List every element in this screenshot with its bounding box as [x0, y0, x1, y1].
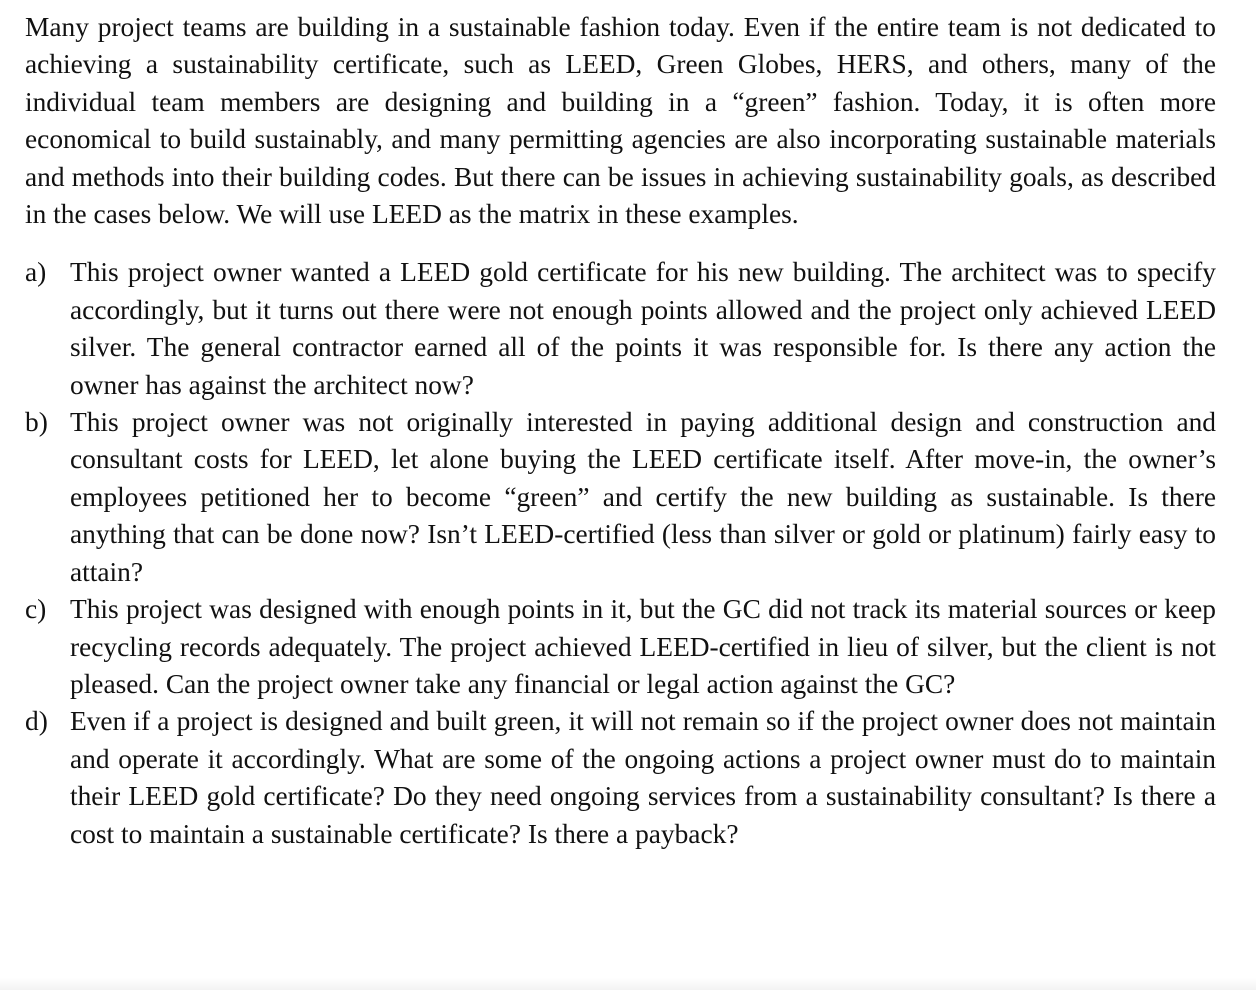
question-text: This project owner was not originally interested in paying additional design and construction and consultant costs for LEED, let alone buying the LEED certificate itself. After move-in, the owner’s employees petitioned her to become “green” and certify the new building as sustainable. Is there anything that can be done now? Isn’t LEED-certified (less than silver or gold or platinum) fairly easy to attain?: [70, 407, 1216, 587]
case-question-a: [25, 254, 1216, 404]
case-question-b: [25, 404, 1216, 591]
question-text: Even if a project is designed and built green, it will not remain so if the project owner does not maintain and operate it accordingly. What are some of the ongoing actions a project owner must do to maintain their LEED gold certificate? Do they need ongoing services from a sustainability consultant? Is there a cost to maintain a sustainable certificate? Is there a payback?: [70, 706, 1216, 849]
case-question-d: [25, 703, 1216, 853]
question-marker: a): [25, 257, 47, 288]
case-question-c: [25, 591, 1216, 703]
question-text: This project owner wanted a LEED gold certificate for his new building. The architect was to specify accordingly, but it turns out there were not enough points allowed and the project only achieved LEED silver. The general contractor earned all of the points it was responsible for. Is there any action the owner has against the architect now?: [70, 257, 1216, 400]
question-marker: d): [25, 706, 48, 737]
document-page: [25, 9, 1216, 853]
page-bottom-edge: [0, 978, 1256, 990]
question-marker: b): [25, 407, 48, 438]
intro-paragraph: Many project teams are building in a sustainable fashion today. Even if the entire team is not dedicated to achieving a sustainability certificate, such as LEED, Green Globes, HERS, and others, many of the individual team members are designing and building in a “green” fashion. Today, it is often more economical to build sustainably, and many permitting agencies are also incorporating sustainable materials and methods into their building codes. But there can be issues in achieving sustainability goals, as described in the cases below. We will use LEED as the matrix in these examples.: [25, 12, 1216, 230]
question-marker: c): [25, 594, 47, 625]
question-text: This project was designed with enough points in it, but the GC did not track its material sources or keep recycling records adequately. The project achieved LEED-certified in lieu of silver, but the client is not pleased. Can the project owner take any financial or legal action against the GC?: [70, 594, 1216, 699]
case-questions-list: [25, 254, 1216, 853]
